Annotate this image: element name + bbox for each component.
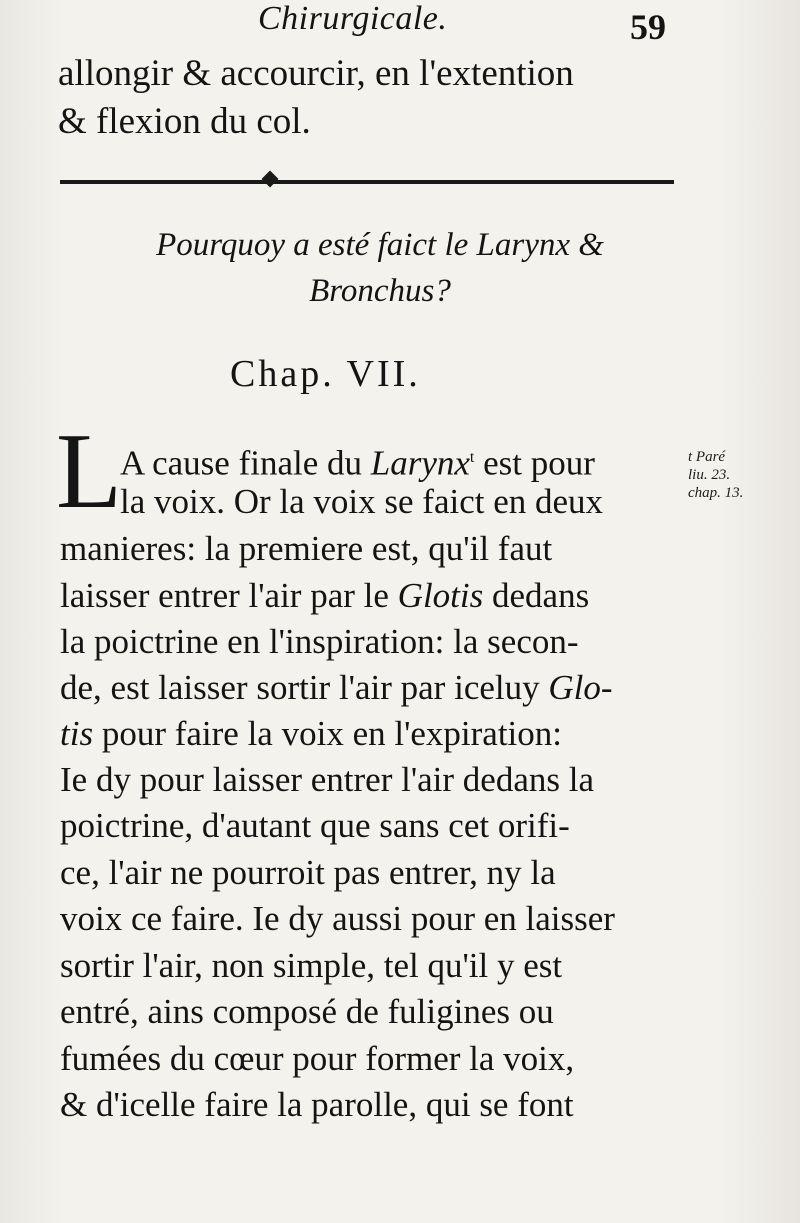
chapter-heading: Chap. VII. <box>230 353 421 395</box>
body-line-11: voix ce faire. Ie dy aussi pour en laisser <box>60 899 615 938</box>
preceding-text-line-1: allongir & accourcir, en l'extention <box>58 53 574 94</box>
body-line-7 <box>60 712 562 756</box>
body-text-segment: est pour <box>474 443 595 483</box>
body-line-13: entré, ains composé de fuligines ou <box>60 992 554 1031</box>
body-line-5: la poictrine en l'inspiration: la secon- <box>60 622 579 661</box>
body-line-1 <box>120 436 595 486</box>
preceding-text-line-2: & flexion du col. <box>58 101 311 142</box>
chapter-question-line-2: Bronchus? <box>309 273 451 309</box>
body-line-8: Ie dy pour laisser entrer l'air dedans la <box>60 760 595 799</box>
page-number: 59 <box>630 7 666 47</box>
chapter-question-line-1: Pourquoy a esté faict le Larynx & <box>156 227 604 263</box>
body-italic-term: Glotis <box>397 576 484 615</box>
divider-ornament <box>262 171 279 188</box>
body-line-4 <box>60 574 589 618</box>
body-text-segment: A cause finale du <box>120 443 371 483</box>
section-divider-rule <box>60 180 674 184</box>
body-line-6 <box>60 666 613 710</box>
body-italic-term: Larynx <box>370 443 470 483</box>
drop-cap-initial: L <box>56 412 122 531</box>
body-text-segment: laisser entrer l'air par le <box>60 576 398 615</box>
marginal-note-line-1: t Paré <box>688 449 726 465</box>
body-line-14: fumées du cœur pour former la voix, <box>60 1039 575 1078</box>
marginal-note <box>688 448 743 502</box>
body-line-12: sortir l'air, non simple, tel qu'il y est <box>60 946 563 985</box>
body-line-15: & d'icelle faire la parolle, qui se font <box>60 1085 574 1124</box>
body-text-segment: de, est laisser sortir l'air par iceluy <box>60 668 549 707</box>
body-line-2: la voix. Or la voix se faict en deux <box>120 482 604 521</box>
marginal-note-line-2: liu. 23. <box>688 467 731 483</box>
body-text-segment: dedans <box>483 576 590 615</box>
body-line-10: ce, l'air ne pourroit pas entrer, ny la <box>60 853 556 892</box>
body-line-3: manieres: la premiere est, qu'il faut <box>60 529 553 568</box>
marginal-note-line-3: chap. 13. <box>688 485 744 501</box>
footnote-marker: t <box>469 449 475 466</box>
body-line-9: poictrine, d'autant que sans cet orifi- <box>60 806 570 845</box>
running-title: Chirurgicale. <box>258 0 448 37</box>
body-italic-term: tis <box>60 714 94 753</box>
body-italic-term: Glo- <box>548 668 613 707</box>
body-text-segment: pour faire la voix en l'expiration: <box>93 714 563 753</box>
